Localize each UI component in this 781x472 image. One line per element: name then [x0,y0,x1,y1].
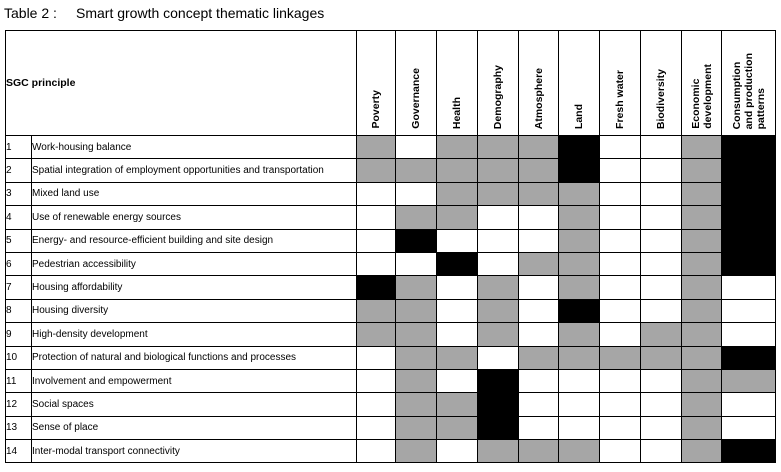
linkage-cell [519,252,559,275]
principle-label: Housing affordability [32,276,357,299]
linkage-cell [559,136,600,159]
linkage-cell [396,393,437,416]
table-row [6,159,776,182]
linkage-cell [682,299,722,322]
linkage-cell [437,393,478,416]
linkage-cell [357,182,396,205]
table-row [6,323,776,346]
linkage-cell [722,206,776,229]
theme-header-label: Governance [410,68,422,129]
linkage-cell [600,206,641,229]
linkage-cell [559,252,600,275]
row-number: 2 [6,159,32,182]
linkage-cell [641,299,682,322]
linkage-cell [396,159,437,182]
linkage-cell [722,299,776,322]
linkage-cell [396,369,437,392]
linkage-cell [519,323,559,346]
linkage-cell [641,393,682,416]
linkage-cell [478,299,519,322]
linkage-cell [641,440,682,463]
theme-header-label: Consumption and production patterns [730,52,767,129]
linkage-cell [682,229,722,252]
linkage-cell [396,346,437,369]
linkage-cell [600,159,641,182]
theme-header [437,31,478,136]
linkage-cell [559,159,600,182]
row-number: 5 [6,229,32,252]
linkage-cell [641,206,682,229]
linkage-cell [478,252,519,275]
theme-header [641,31,682,136]
linkage-cell [682,369,722,392]
linkage-cell [437,136,478,159]
principle-label: Inter-modal transport connectivity [32,440,357,463]
linkage-cell [437,229,478,252]
linkage-cell [722,416,776,439]
linkage-cell [641,416,682,439]
row-number: 7 [6,276,32,299]
principle-label: Spatial integration of employment opportunities and transportation [32,159,357,182]
linkage-cell [641,276,682,299]
theme-header-label: Economic development [689,64,714,129]
linkage-cell [682,159,722,182]
linkage-cell [437,252,478,275]
table-body [6,136,776,463]
linkage-cell [478,416,519,439]
linkage-cell [559,323,600,346]
row-number: 14 [6,440,32,463]
linkage-cell [559,416,600,439]
row-number: 11 [6,369,32,392]
linkage-cell [437,276,478,299]
table-row [6,393,776,416]
linkage-cell [519,136,559,159]
linkage-cell [396,136,437,159]
linkage-cell [600,440,641,463]
linkage-cell [682,393,722,416]
linkage-cell [559,299,600,322]
linkage-cell [600,416,641,439]
theme-header [600,31,641,136]
row-number: 10 [6,346,32,369]
principle-label: Pedestrian accessibility [32,252,357,275]
linkage-cell [682,276,722,299]
linkage-cell [357,276,396,299]
linkage-cell [519,369,559,392]
linkage-cell [722,276,776,299]
linkage-cell [722,229,776,252]
linkage-cell [437,346,478,369]
linkage-cell [722,369,776,392]
row-number: 3 [6,182,32,205]
header-row [6,31,776,136]
theme-header [396,31,437,136]
linkage-cell [600,182,641,205]
theme-header [357,31,396,136]
linkage-cell [641,252,682,275]
table-row [6,136,776,159]
theme-header-label: Atmosphere [532,67,545,129]
linkage-cell [396,440,437,463]
linkage-cell [559,369,600,392]
table-row [6,416,776,439]
linkage-cell [519,393,559,416]
table-row [6,299,776,322]
linkage-cell [641,136,682,159]
theme-header-label: Fresh water [614,70,626,129]
linkage-cell [600,346,641,369]
linkage-cell [519,440,559,463]
linkage-cell [357,299,396,322]
linkage-cell [396,299,437,322]
principle-label: Housing diversity [32,299,357,322]
linkage-cell [722,159,776,182]
theme-header-label: Land [573,103,585,129]
principle-label: Protection of natural and biological functions and processes [32,346,357,369]
table-title: Smart growth concept thematic linkages [76,5,325,21]
linkage-cell [559,182,600,205]
linkage-cell [478,182,519,205]
linkage-cell [641,346,682,369]
linkage-cell [478,159,519,182]
linkage-cell [437,299,478,322]
linkage-cell [600,299,641,322]
linkage-cell [357,136,396,159]
linkage-cell [722,323,776,346]
linkage-cell [682,416,722,439]
linkage-cell [437,206,478,229]
linkage-cell [722,346,776,369]
linkage-cell [478,276,519,299]
linkage-cell [478,206,519,229]
linkage-cell [519,182,559,205]
row-number: 8 [6,299,32,322]
row-number: 9 [6,323,32,346]
table-row [6,252,776,275]
table-row [6,182,776,205]
linkage-cell [437,159,478,182]
linkage-cell [357,323,396,346]
linkage-cell [722,393,776,416]
principle-label: Social spaces [32,393,357,416]
linkage-cell [357,229,396,252]
principle-label: High-density development [32,323,357,346]
linkage-cell [357,206,396,229]
linkage-cell [437,369,478,392]
linkage-cell [437,323,478,346]
linkage-cell [357,159,396,182]
linkage-cell [682,323,722,346]
linkage-cell [682,182,722,205]
linkage-cell [600,136,641,159]
linkage-cell [519,346,559,369]
table-number: Table 2 : [4,5,57,21]
row-number: 1 [6,136,32,159]
linkage-cell [478,440,519,463]
linkage-cell [396,229,437,252]
linkage-cell [437,416,478,439]
linkage-cell [600,393,641,416]
linkage-cell [478,229,519,252]
linkage-cell [478,323,519,346]
linkage-cell [559,393,600,416]
linkage-cell [559,346,600,369]
theme-header [559,31,600,136]
linkage-cell [357,393,396,416]
row-number: 4 [6,206,32,229]
linkage-cell [641,182,682,205]
principle-label: Use of renewable energy sources [32,206,357,229]
linkage-cell [519,206,559,229]
linkage-cell [559,276,600,299]
principle-label: Sense of place [32,416,357,439]
linkage-cell [682,346,722,369]
table-row [6,229,776,252]
linkage-cell [519,276,559,299]
sgc-principle-header: SGC principle [6,31,357,136]
linkage-cell [478,136,519,159]
linkage-cell [357,440,396,463]
linkage-cell [641,229,682,252]
principle-label: Work-housing balance [32,136,357,159]
table-row [6,206,776,229]
linkage-cell [478,346,519,369]
theme-header-label: Demography [492,64,504,129]
theme-header [519,31,559,136]
linkage-cell [519,159,559,182]
linkage-cell [600,323,641,346]
linkage-cell [519,299,559,322]
linkage-cell [722,136,776,159]
linkage-cell [722,440,776,463]
linkage-cell [396,416,437,439]
row-number: 6 [6,252,32,275]
theme-header [478,31,519,136]
linkage-cell [559,229,600,252]
linkage-cell [396,276,437,299]
linkage-cell [519,416,559,439]
linkage-cell [559,206,600,229]
linkage-cell [478,369,519,392]
linkage-cell [396,182,437,205]
linkage-cell [600,369,641,392]
table-row [6,369,776,392]
principle-label: Involvement and empowerment [32,369,357,392]
linkage-cell [722,182,776,205]
thematic-linkage-table [5,30,776,463]
linkage-cell [357,416,396,439]
linkage-cell [682,136,722,159]
theme-header-label: Biodiversity [655,68,667,129]
linkage-cell [357,369,396,392]
linkage-cell [641,159,682,182]
principle-label: Mixed land use [32,182,357,205]
table-caption [4,5,324,21]
linkage-cell [682,440,722,463]
linkage-cell [357,252,396,275]
row-number: 13 [6,416,32,439]
theme-header [682,31,722,136]
linkage-cell [396,323,437,346]
linkage-cell [437,182,478,205]
linkage-cell [682,206,722,229]
linkage-cell [600,252,641,275]
linkage-cell [722,252,776,275]
linkage-cell [396,206,437,229]
linkage-cell [437,440,478,463]
linkage-cell [600,276,641,299]
linkage-cell [641,323,682,346]
linkage-cell [357,346,396,369]
table-row [6,276,776,299]
linkage-cell [641,369,682,392]
table-row [6,440,776,463]
theme-header-label: Health [451,96,463,129]
linkage-cell [396,252,437,275]
linkage-cell [519,229,559,252]
table-row [6,346,776,369]
principle-label: Energy- and resource-efficient building and site design [32,229,357,252]
row-number: 12 [6,393,32,416]
linkage-cell [478,393,519,416]
linkage-cell [682,252,722,275]
theme-header-label: Poverty [370,90,382,129]
linkage-cell [559,440,600,463]
linkage-cell [600,229,641,252]
theme-header [722,31,776,136]
